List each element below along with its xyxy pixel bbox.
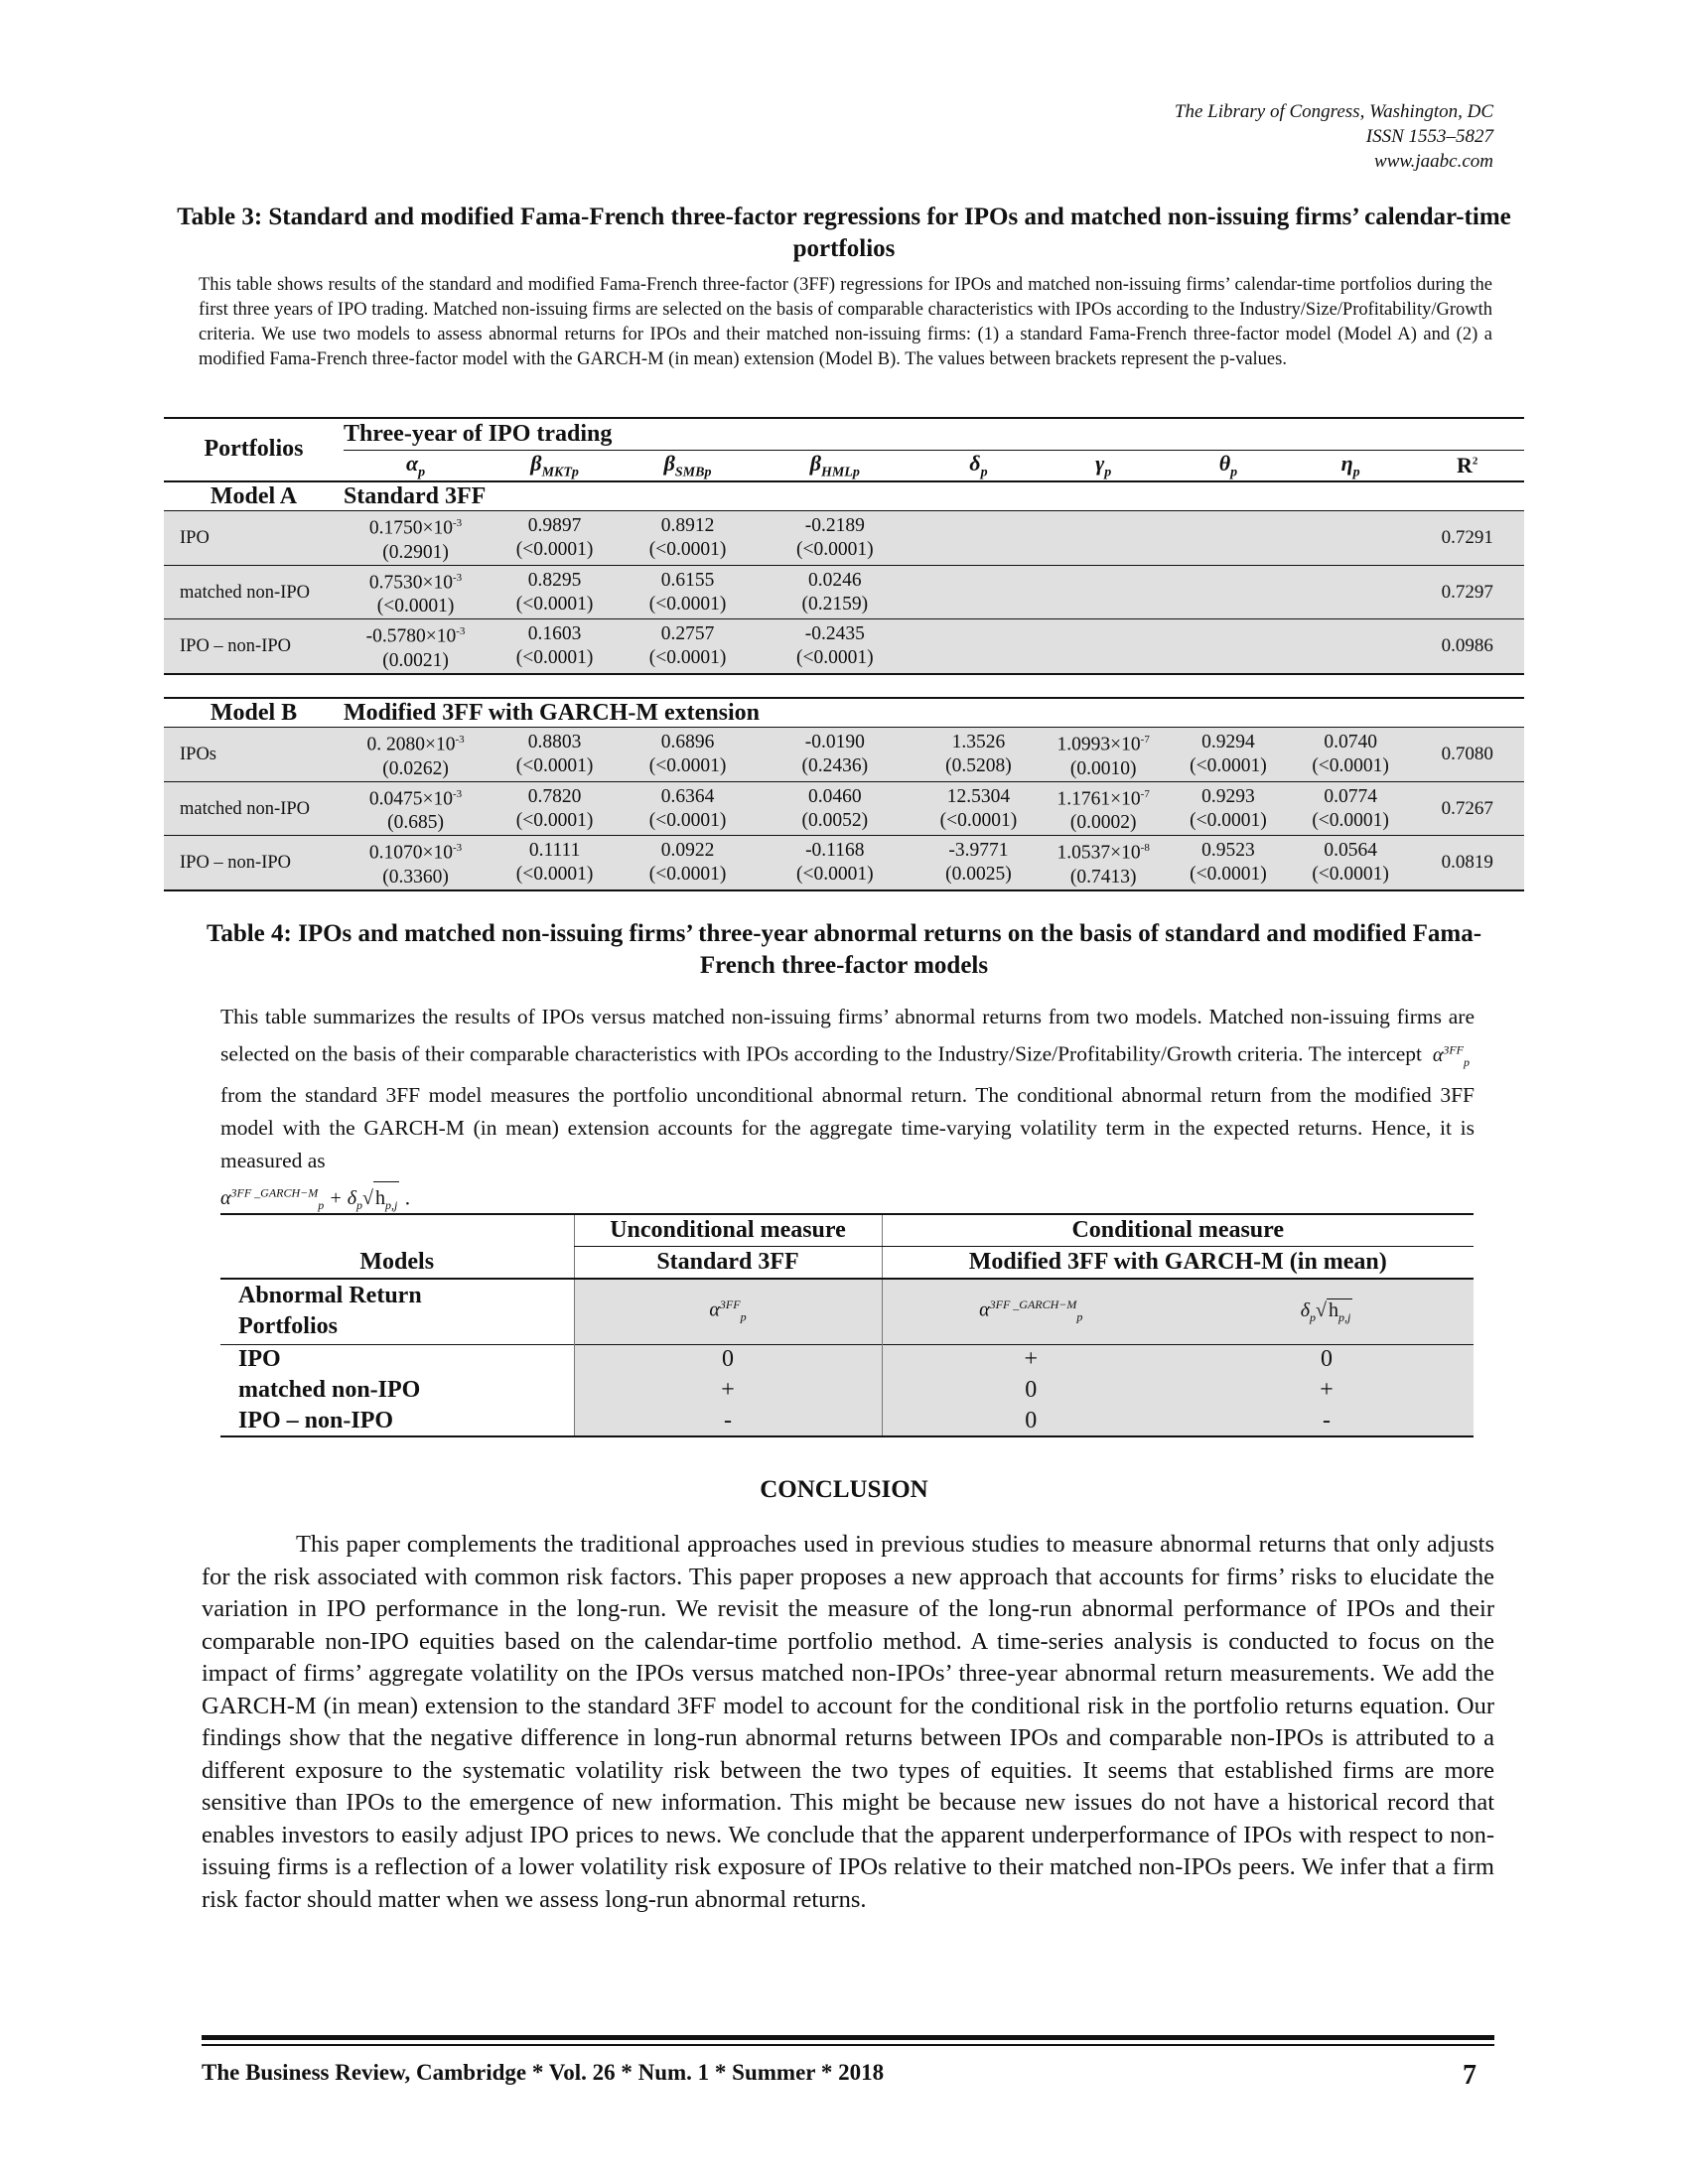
head-conditional: Conditional measure bbox=[882, 1214, 1474, 1246]
table-row: IPO – non-IPO $0.1070\times 10^{-3}$ (0.3360) 0.1111 (<0.0001) 0.0922 (<0.0001) -0.1168 (<0.0001) -3.9771 (0.0025) $1.0537\times 10^{-8}$ (0.7413) 0.9523 (<0.0001) 0.0564 (<0.0001) 0.0819 bbox=[164, 836, 1524, 890]
table-row: IPO – non-IPO $-0.5780\times 10^{-3}$ (0.0021) 0.1603 (<0.0001) 0.2757 (<0.0001) -0.2435 (<0.0001) 0.0986 bbox=[164, 619, 1524, 674]
head-standard: Standard 3FF bbox=[574, 1246, 882, 1279]
header-issn: ISSN 1553–5827 bbox=[1365, 126, 1493, 147]
alpha-3ff-formula: $\alpha^{3FF}_p$ bbox=[1432, 1042, 1471, 1069]
abnormal-return-label: Abnormal Return Portfolios bbox=[238, 1283, 422, 1340]
table-row: IPOs 0. $2080\times 10^{-3}$ (0.0262) 0.8803 (<0.0001) 0.6896 (<0.0001) -0.0190 (0.2436) 1.3526 (0.5208) $1.0993\times 10^{-7}$ (0.0010) 0.9294 (<0.0001) 0.0740 (<0.0001) 0.7080 bbox=[164, 728, 1524, 782]
row-label: IPO bbox=[164, 511, 344, 566]
row-label: matched non-IPO bbox=[164, 565, 344, 619]
alpha-garch-header: $\alpha^{3FF \_GARCH-M}_p$ bbox=[882, 1279, 1180, 1344]
table4-title: Table 4: IPOs and matched non-issuing firms’ three-year abnormal returns on the basis of standard and modified Fama-French three-factor models bbox=[206, 920, 1482, 979]
conclusion-heading: CONCLUSION bbox=[760, 1476, 928, 1503]
table4-caption: This table summarizes the results of IPOs versus matched non-issuing firms’ abnormal returns from two models. Matched non-issuing firms are selected on the basis of their comparable characteristics with IPOs according to the Industry/Size/Profitability/Growth criteria. The intercept $\alpha^{3FF}_p$ from the standard 3FF model measures the portfolio unconditional abnormal return. The conditional abnormal return from the modified 3FF model with the GARCH-M (in mean) extension accounts for the aggregate time-varying volatility term in the expected returns. Hence, it is measured as $\alpha^{3FF \_GARCH-M}_p + \delta_p√$ $h_{p,j}$ . bbox=[220, 1001, 1475, 1222]
table3-group-header: Three-year of IPO trading bbox=[344, 418, 1524, 450]
head-modified: Modified 3FF with GARCH-M (in mean) bbox=[882, 1246, 1474, 1279]
col-gamma-header: $\gamma_p$ bbox=[1041, 450, 1166, 481]
conclusion-body: This paper complements the traditional approaches used in previous studies to measure abnormal returns that only adjusts for the risk associated with common risk factors. This paper proposes a new approach that accounts for firms’ risks to elucidate the variation in IPO performance in the long-run. We revisit the measure of the long-run abnormal performance of IPOs and their comparable non-IPO equities based on the calendar-time portfolio method. A time-series analysis is conducted to focus on the impact of firms’ aggregate volatility on the IPOs versus matched non-IPOs’ three-year abnormal return measurements. We add the GARCH-M (in mean) extension to the standard 3FF model to account for the conditional risk in the portfolio returns equation. Our findings show that the negative difference in long-run abnormal returns between IPOs and comparable non-IPOs is attributed to a different exposure to the systematic volatility risk between the two types of equities. It seems that established firms are more sensitive than IPOs to the emergence of new information. This might be because new issues do not have a historical record that enables investors to easily adjust IPO prices to news. We conclude that the apparent underperformance of IPOs with respect to non-issuing firms is a reflection of a lower volatility risk exposure of IPOs relative to their matched non-IPOs peers. We infer that a firm risk factor should matter when we assess long-run abnormal returns. bbox=[202, 1531, 1494, 1913]
row-label: IPOs bbox=[164, 728, 344, 782]
modelA-title: Standard 3FF bbox=[344, 481, 1524, 511]
col-beta-hml-header: $\beta_{HMLp}$ bbox=[754, 450, 916, 481]
head-models: Models bbox=[359, 1248, 435, 1275]
col-r2-header: $R^2$ bbox=[1410, 450, 1524, 481]
table-row: matched non-IPO $0.7530\times 10^{-3}$ (<0.0001) 0.8295 (<0.0001) 0.6155 (<0.0001) 0.0246 (0.2159) 0.7297 bbox=[164, 565, 1524, 619]
header-library: The Library of Congress, Washington, DC bbox=[1174, 101, 1493, 122]
table-row: IPO $0.1750\times 10^{-3}$ (0.2901) 0.9897 (<0.0001) 0.8912 (<0.0001) -0.2189 (<0.0001) 0.7291 bbox=[164, 511, 1524, 566]
col-beta-mkt-header: $\beta_{MKTp}$ bbox=[488, 450, 622, 481]
modelB-title: Modified 3FF with GARCH-M extension bbox=[344, 698, 1524, 728]
row-label: matched non-IPO bbox=[164, 781, 344, 836]
conditional-formula: $\alpha^{3FF \_GARCH-M}_p + \delta_p√$ $h_{p,j}$ bbox=[220, 1187, 399, 1209]
modelB-label: Model B bbox=[164, 698, 344, 728]
table-row: IPO – non-IPO - 0 - bbox=[220, 1406, 1474, 1436]
table3-portfolios-header: Portfolios bbox=[164, 418, 344, 481]
footer-rule-thick bbox=[202, 2035, 1494, 2040]
col-theta-header: $\theta_p$ bbox=[1166, 450, 1291, 481]
table-row: matched non-IPO $0.0475\times 10^{-3}$ (0.685) 0.7820 (<0.0001) 0.6364 (<0.0001) 0.0460 (0.0052) 12.5304 (<0.0001) $1.1761\times 10^{-7}$ (0.0002) 0.9293 (<0.0001) 0.0774 (<0.0001) 0.7267 bbox=[164, 781, 1524, 836]
row-label: IPO – non-IPO bbox=[164, 836, 344, 890]
head-unconditional: Unconditional measure bbox=[574, 1214, 882, 1246]
alpha-3ff-header: $\alpha^{3FF}_p$ bbox=[574, 1279, 882, 1344]
table3-caption: This table shows results of the standard and modified Fama-French three-factor (3FF) regressions for IPOs and matched non-issuing firms’ calendar-time portfolios during the first three years of IPO trading. Matched non-issuing firms are selected on the basis of comparable characteristics with IPOs according to the Industry/Size/Profitability/Growth criteria. We use two models to assess abnormal returns for IPOs and their matched non-issuing firms: (1) a standard Fama-French three-factor model (Model A) and (2) a modified Fama-French three-factor model with the GARCH-M (in mean) extension (Model B). The values between brackets represent the p-values. bbox=[199, 275, 1492, 369]
running-header bbox=[1175, 99, 1493, 174]
table3-title: Table 3: Standard and modified Fama-French three-factor regressions for IPOs and matched non-issuing firms’ calendar-time portfolios bbox=[177, 204, 1511, 262]
table-row: IPO 0 + 0 bbox=[220, 1344, 1474, 1375]
page-number: 7 bbox=[1463, 2060, 1477, 2091]
table4 bbox=[220, 1213, 1474, 1437]
modelA-label: Model A bbox=[164, 481, 344, 511]
footer-journal: The Business Review, Cambridge * Vol. 26 * Num. 1 * Summer * 2018 bbox=[202, 2060, 885, 2085]
header-website: www.jaabc.com bbox=[1374, 151, 1493, 172]
row-label: IPO – non-IPO bbox=[164, 619, 344, 674]
col-eta-header: $\eta_p$ bbox=[1291, 450, 1411, 481]
col-alpha-header: $\alpha_p$ bbox=[344, 450, 488, 481]
footer-rule-thin bbox=[202, 2044, 1494, 2046]
col-delta-header: $\delta_p$ bbox=[916, 450, 1042, 481]
delta-h-header: $\delta_p√$ $h_{p,j}$ bbox=[1180, 1279, 1474, 1344]
table-row: matched non-IPO + 0 + bbox=[220, 1375, 1474, 1406]
col-beta-smb-header: $\beta_{SMBp}$ bbox=[622, 450, 754, 481]
table3 bbox=[164, 417, 1524, 891]
